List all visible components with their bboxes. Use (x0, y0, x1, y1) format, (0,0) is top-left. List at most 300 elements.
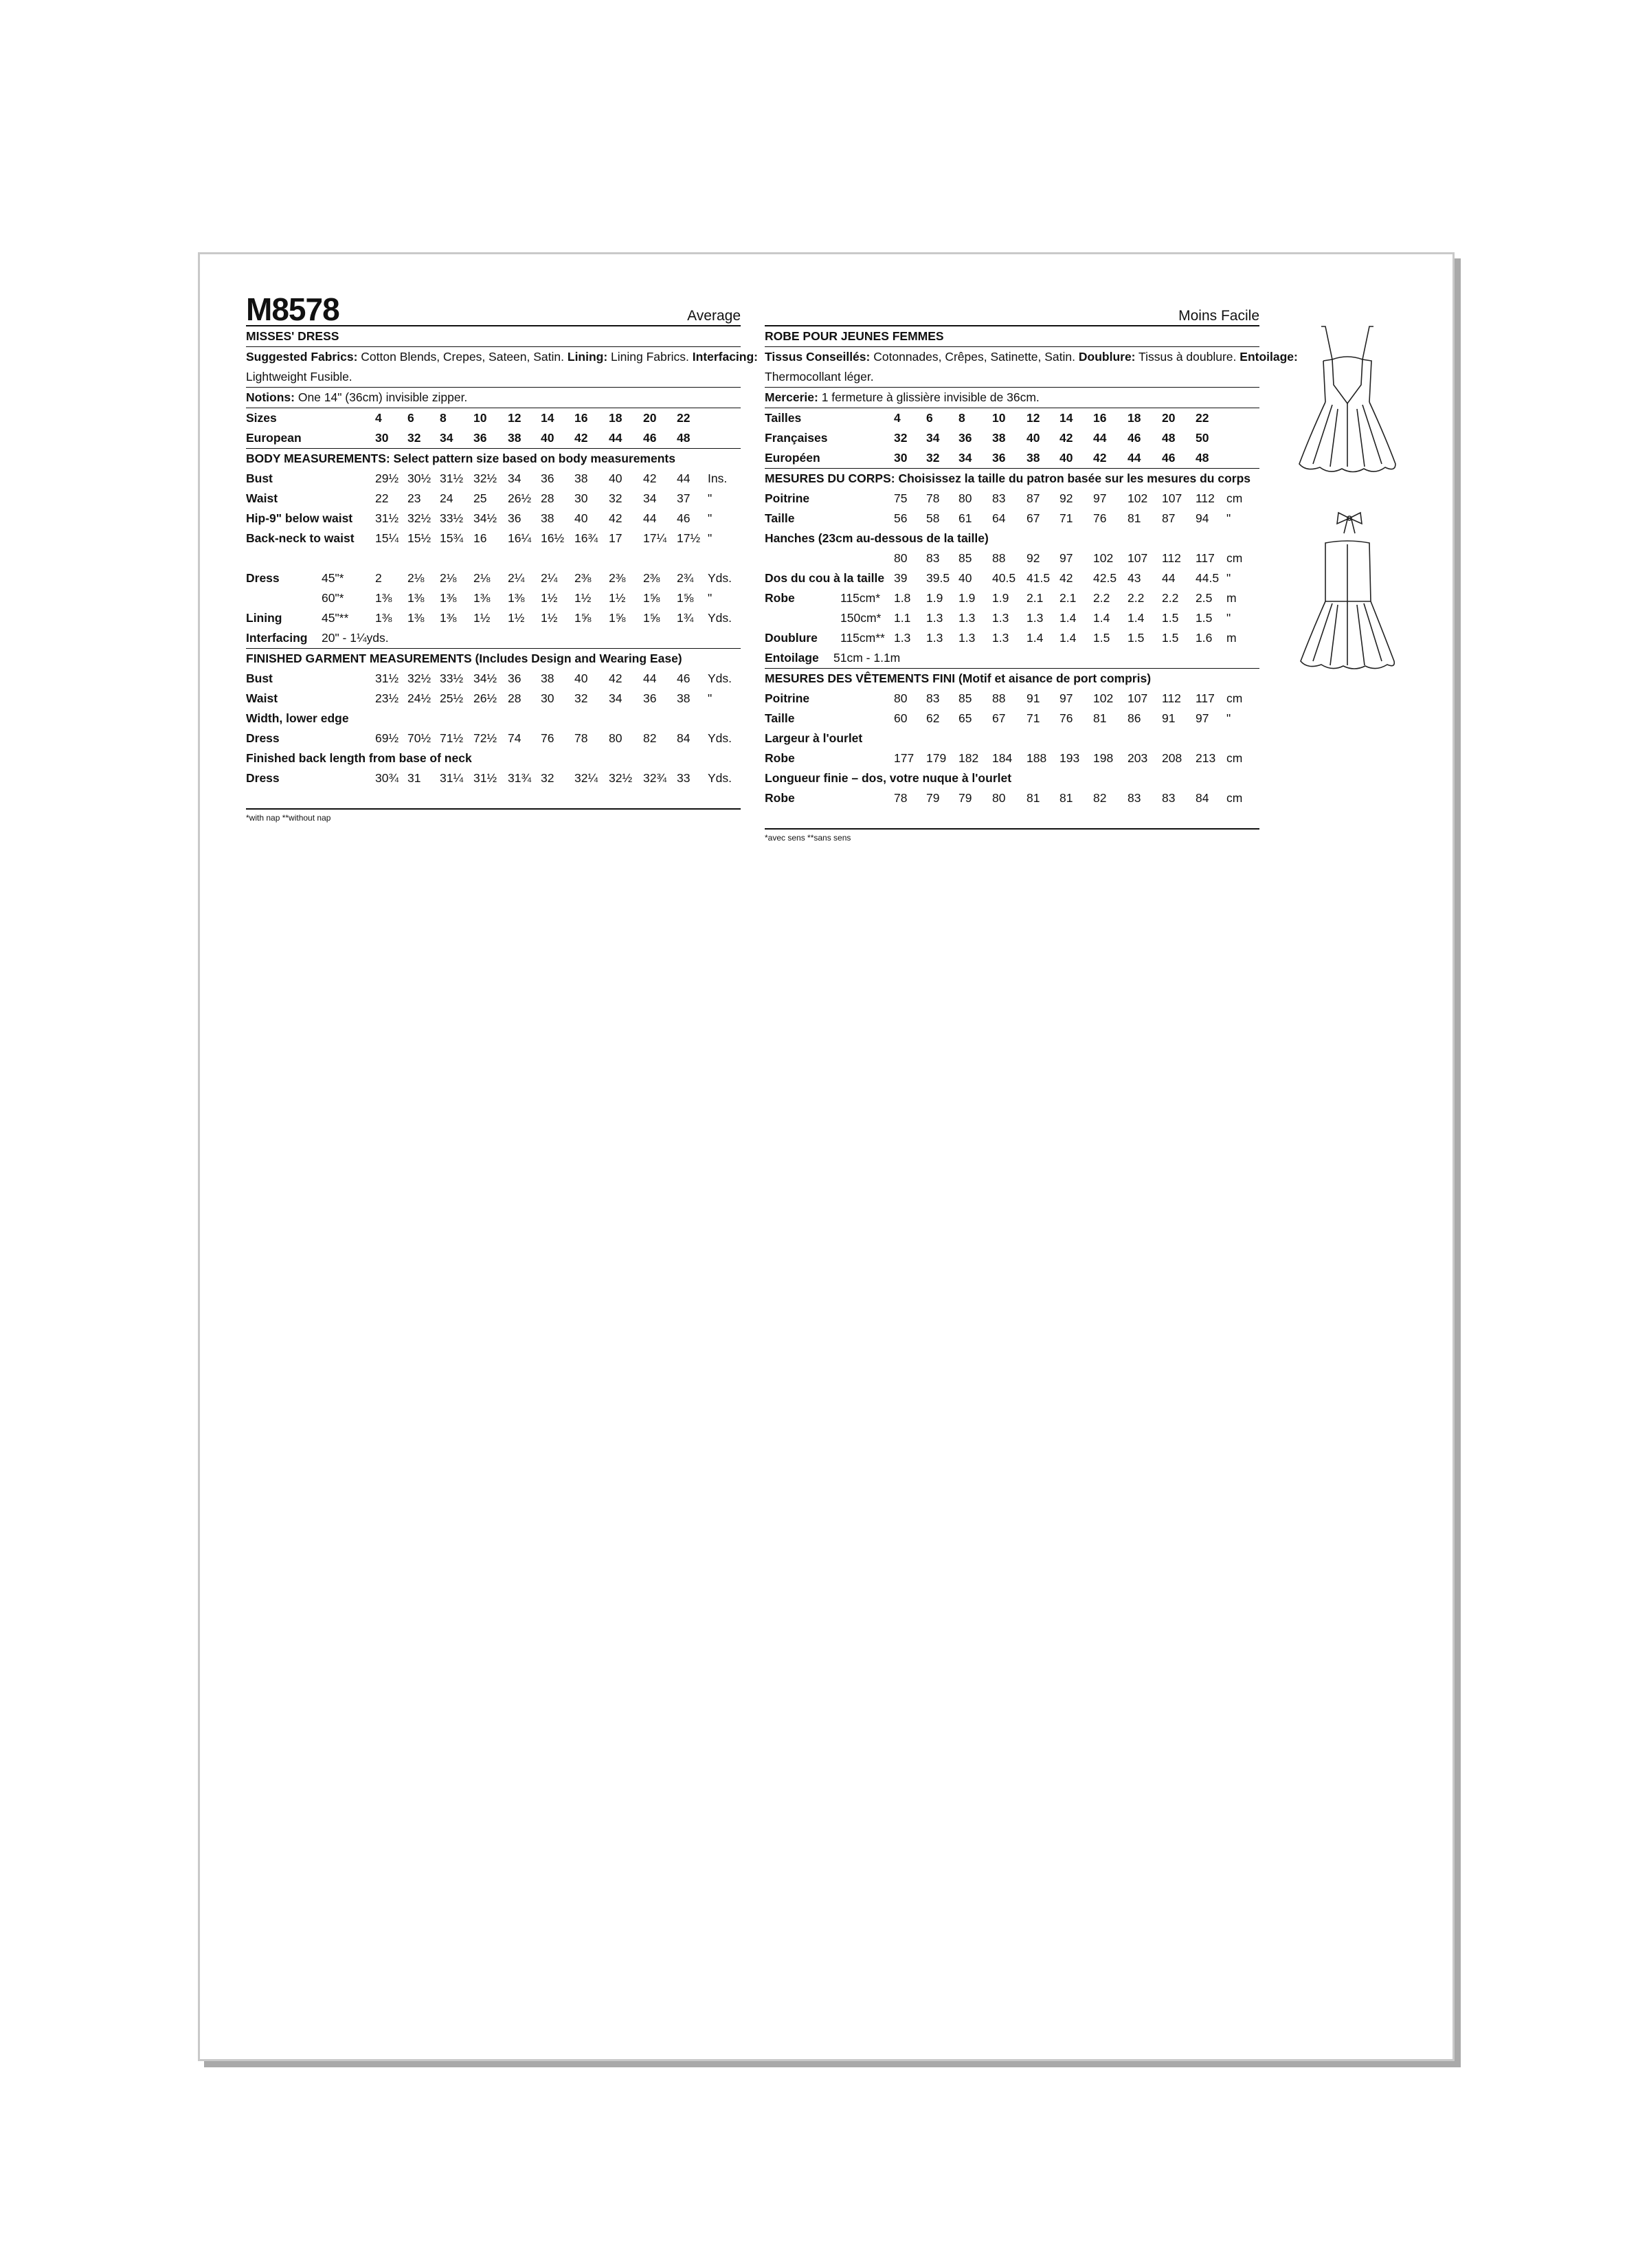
cell-value: 42 (609, 671, 622, 685)
cell-value: 26½ (473, 691, 497, 705)
fabrics-text-fr: Cotonnades, Crêpes, Satinette, Satin. (870, 350, 1079, 364)
cell-value: 1.3 (926, 631, 943, 645)
fabric-width: 45"* (322, 571, 344, 585)
body-measurements-heading-fr: MESURES DU CORPS: Choisissez la taille du patron basée sur les mesures du corps (765, 471, 1251, 485)
cell-value: 1.4 (1027, 631, 1044, 645)
cell-value: 91 (1162, 711, 1176, 725)
finished-measurements-table (246, 669, 741, 709)
cell-value: 30 (574, 491, 588, 505)
cell-value: 80 (992, 791, 1006, 805)
cell-value: 1.3 (1027, 611, 1044, 625)
cell-value: 6 (926, 411, 933, 425)
cell-value: 46 (677, 511, 691, 525)
unit-label: " (708, 511, 713, 525)
cell-value: 1.9 (958, 591, 976, 605)
unit-label: " (1226, 571, 1231, 585)
pattern-envelope-sheet (198, 252, 1455, 2061)
notions-label-fr: Mercerie: (765, 390, 818, 404)
cell-value: 188 (1027, 751, 1047, 765)
cell-value: 2¼ (508, 571, 525, 585)
cell-value: 2.2 (1093, 591, 1110, 605)
length-row-fr (765, 788, 1259, 808)
cell-value: 32½ (609, 771, 633, 785)
table-row (765, 588, 1259, 608)
cell-value: 58 (926, 511, 940, 525)
cell-value: 1.5 (1162, 631, 1179, 645)
cell-value: 18 (609, 411, 622, 425)
cell-value: 31¼ (440, 771, 464, 785)
cell-value: 85 (958, 691, 972, 705)
cell-value: 36 (992, 451, 1006, 465)
cell-value: 102 (1093, 691, 1114, 705)
cell-value: 97 (1196, 711, 1209, 725)
cell-value: 83 (1128, 791, 1141, 805)
table-row (246, 568, 741, 588)
cell-value: 40 (574, 511, 588, 525)
cell-value: 42 (1059, 571, 1073, 585)
cell-value: 34 (926, 431, 940, 445)
cell-value: 92 (1027, 551, 1040, 565)
cell-value: 2⅛ (440, 571, 457, 585)
row-label: Bust (246, 671, 273, 685)
cell-value: 1.3 (992, 631, 1009, 645)
cell-value: 2¾ (677, 571, 694, 585)
cell-value: 46 (643, 431, 657, 445)
cell-value: 38 (1027, 451, 1040, 465)
unit-label: " (708, 531, 713, 545)
cell-value: 30½ (407, 471, 431, 485)
cell-value: 97 (1093, 491, 1107, 505)
cell-value: 36 (508, 671, 521, 685)
fabrics-label-fr: Tissus Conseillés: (765, 350, 871, 364)
row-label: Dress (246, 731, 280, 745)
cell-value: 1.3 (894, 631, 911, 645)
interfacing-label: Interfacing: (692, 350, 759, 364)
cell-value: 44 (677, 471, 691, 485)
hip-row-fr (765, 548, 1259, 568)
cell-value: 36 (541, 471, 554, 485)
interfacing-row-label: Interfacing (246, 631, 308, 645)
cell-value: 97 (1059, 691, 1073, 705)
cell-value: 37 (677, 491, 691, 505)
cell-value: 31½ (375, 511, 399, 525)
cell-value: 30¾ (375, 771, 399, 785)
table-row (246, 608, 741, 628)
cell-value: 74 (508, 731, 521, 745)
finished-measurements-heading: FINISHED GARMENT MEASUREMENTS (Includes Design and Wearing Ease) (246, 652, 682, 665)
cell-value: 2.2 (1162, 591, 1179, 605)
cell-value: 34½ (473, 671, 497, 685)
cell-value: 198 (1093, 751, 1114, 765)
cell-value: 44 (609, 431, 622, 445)
cell-value: 38 (541, 671, 554, 685)
cell-value: 102 (1093, 551, 1114, 565)
table-row (246, 689, 741, 709)
title-row (246, 292, 741, 326)
cell-value: 30 (894, 451, 908, 465)
european-sizes-row (246, 428, 741, 449)
cell-value: 71 (1027, 711, 1040, 725)
finished-measurements-table-fr (765, 689, 1259, 729)
cell-value: 32½ (473, 471, 497, 485)
cell-value: 112 (1162, 551, 1181, 565)
cell-value: 102 (1128, 491, 1148, 505)
length-row (246, 768, 741, 788)
row-label: Taille (765, 511, 795, 525)
cell-value: 4 (894, 411, 901, 425)
cell-value: 80 (894, 551, 908, 565)
cell-value: 15¼ (375, 531, 399, 545)
cell-value: 40 (1059, 451, 1073, 465)
table-row (246, 529, 741, 548)
cell-value: 1.4 (1059, 611, 1077, 625)
cell-value: 203 (1128, 751, 1148, 765)
unit-label: " (708, 591, 713, 605)
cell-value: 1.3 (958, 611, 976, 625)
cell-value: 88 (992, 691, 1006, 705)
title-row-fr (765, 292, 1259, 326)
french-sizes-row (765, 428, 1259, 448)
cell-value: 193 (1059, 751, 1080, 765)
cell-value: 72½ (473, 731, 497, 745)
cell-value: 2.1 (1027, 591, 1044, 605)
cell-value: 32½ (407, 511, 431, 525)
fabric-width: 115cm* (840, 591, 881, 605)
cell-value: 34 (440, 431, 453, 445)
cell-value: 33 (677, 771, 691, 785)
unit-label: cm (1226, 551, 1243, 565)
length-heading: Finished back length from base of neck (246, 751, 472, 765)
width-row (246, 729, 741, 748)
lining-label-fr: Doublure: (1078, 350, 1136, 364)
cell-value: 92 (1059, 491, 1073, 505)
width-row-fr (765, 748, 1259, 768)
unit-label: cm (1226, 751, 1243, 765)
cell-value: 86 (1128, 711, 1141, 725)
cell-value: 107 (1162, 491, 1182, 505)
cell-value: 38 (574, 471, 588, 485)
cell-value: 65 (958, 711, 972, 725)
cell-value: 1.3 (926, 611, 943, 625)
cell-value: 25 (473, 491, 487, 505)
cell-value: 22 (677, 411, 691, 425)
cell-value: 79 (958, 791, 972, 805)
cell-value: 32 (574, 691, 588, 705)
cell-value: 2⅛ (473, 571, 491, 585)
cell-value: 78 (574, 731, 588, 745)
difficulty-level: Average (687, 308, 741, 324)
cell-value: 1.5 (1162, 611, 1179, 625)
table-row (765, 608, 1259, 628)
cell-value: 32¾ (643, 771, 667, 785)
row-label: Waist (246, 691, 278, 705)
table-row (246, 469, 741, 489)
cell-value: 40 (609, 471, 622, 485)
unit-label: Yds. (708, 731, 732, 745)
cell-value: 1.9 (926, 591, 943, 605)
cell-value: 12 (1027, 411, 1040, 425)
interfacing-row-label-fr: Entoilage (765, 651, 819, 665)
french-column (765, 292, 1298, 844)
width-heading-fr: Largeur à l'ourlet (765, 731, 863, 745)
cell-value: 34 (643, 491, 657, 505)
yardage-table-fr (765, 588, 1259, 648)
cell-value: 40.5 (992, 571, 1016, 585)
cell-value: 8 (440, 411, 447, 425)
unit-label: " (708, 691, 713, 705)
table-row (765, 509, 1259, 529)
cell-value: 208 (1162, 751, 1182, 765)
cell-value: 1.3 (992, 611, 1009, 625)
cell-value: 1⅝ (677, 591, 694, 605)
body-measurements-table (246, 469, 741, 548)
cell-value: 44 (1162, 571, 1176, 585)
cell-value: 83 (1162, 791, 1176, 805)
cell-value: 1⅜ (440, 591, 457, 605)
cell-value: 46 (677, 671, 691, 685)
cell-value: 2.2 (1128, 591, 1145, 605)
cell-value: 1⅜ (407, 611, 425, 625)
cell-value: 32 (926, 451, 940, 465)
cell-value: 107 (1128, 691, 1148, 705)
cell-value: 1.8 (894, 591, 911, 605)
cell-value: 22 (1196, 411, 1209, 425)
fabric-width: 45"** (322, 611, 349, 625)
cell-value: 31½ (473, 771, 497, 785)
cell-value: 78 (894, 791, 908, 805)
back-row-fr (765, 568, 1259, 588)
cell-value: 10 (992, 411, 1006, 425)
interfacing-row-text-fr: 51cm - 1.1m (833, 651, 901, 665)
row-label: Dress (246, 771, 280, 785)
cell-value: 182 (958, 751, 979, 765)
cell-value: 16¼ (508, 531, 532, 545)
cell-value: 24½ (407, 691, 431, 705)
row-label: Robe (765, 591, 795, 605)
cell-value: 36 (643, 691, 657, 705)
cell-value: 75 (894, 491, 908, 505)
section-heading: MISSES' DRESS (246, 326, 741, 347)
lining-label: Lining: (567, 350, 608, 364)
cell-value: 32 (407, 431, 421, 445)
notions-text: One 14" (36cm) invisible zipper. (294, 390, 468, 404)
table-row (246, 669, 741, 689)
cell-value: 17¼ (643, 531, 667, 545)
cell-value: 1½ (508, 611, 525, 625)
cell-value: 42 (609, 511, 622, 525)
row-label: Dos du cou à la taille (765, 571, 885, 585)
cell-value: 31 (407, 771, 421, 785)
unit-label: cm (1226, 791, 1243, 805)
table-row (246, 489, 741, 509)
body-measurements-heading: BODY MEASUREMENTS: Select pattern size based on body measurements (246, 452, 675, 465)
cell-value: 32 (894, 431, 908, 445)
cell-value: 1⅜ (375, 611, 392, 625)
cell-value: 85 (958, 551, 972, 565)
row-label: Dress (246, 571, 280, 585)
unit-label: " (708, 491, 713, 505)
cell-value: 42 (1059, 431, 1073, 445)
row-label: Poitrine (765, 691, 810, 705)
cell-value: 83 (992, 491, 1006, 505)
cell-value: 83 (926, 691, 940, 705)
cell-value: 1½ (473, 611, 491, 625)
interfacing-yardage-row (246, 628, 741, 649)
row-label: Poitrine (765, 491, 810, 505)
unit-label: Ins. (708, 471, 728, 485)
cell-value: 71 (1059, 511, 1073, 525)
cell-value: 71½ (440, 731, 464, 745)
european-sizes-row-fr (765, 448, 1259, 469)
cell-value: 112 (1196, 491, 1215, 505)
unit-label: " (1226, 611, 1231, 625)
unit-label: " (1226, 511, 1231, 525)
cell-value: 97 (1059, 551, 1073, 565)
cell-value: 10 (473, 411, 487, 425)
cell-value: 88 (992, 551, 1006, 565)
cell-value: 177 (894, 751, 915, 765)
cell-value: 40 (574, 671, 588, 685)
cell-value: 48 (677, 431, 691, 445)
dress-back-sketch (1292, 536, 1402, 674)
row-label: Sizes (246, 411, 277, 425)
cell-value: 179 (926, 751, 947, 765)
fabric-width: 150cm* (840, 611, 882, 625)
cell-value: 64 (992, 511, 1006, 525)
cell-value: 84 (677, 731, 691, 745)
cell-value: 1.5 (1128, 631, 1145, 645)
cell-value: 2 (375, 571, 382, 585)
cell-value: 40 (541, 431, 554, 445)
row-label: Taille (765, 711, 795, 725)
cell-value: 70½ (407, 731, 431, 745)
cell-value: 1⅝ (609, 611, 626, 625)
fabrics-line-fr (765, 347, 1298, 367)
cell-value: 39.5 (926, 571, 950, 585)
cell-value: 1⅝ (643, 611, 660, 625)
cell-value: 1½ (574, 591, 592, 605)
cell-value: 6 (407, 411, 414, 425)
unit-label: cm (1226, 691, 1243, 705)
unit-label: Yds. (708, 771, 732, 785)
row-label: Robe (765, 791, 795, 805)
row-label: Européen (765, 451, 820, 465)
cell-value: 184 (992, 751, 1013, 765)
cell-value: 38 (677, 691, 691, 705)
footnote-fr: *avec sens **sans sens (765, 833, 851, 843)
cell-value: 1⅝ (643, 591, 660, 605)
cell-value: 107 (1128, 551, 1148, 565)
cell-value: 1½ (541, 611, 558, 625)
cell-value: 42 (1093, 451, 1107, 465)
cell-value: 213 (1196, 751, 1216, 765)
cell-value: 48 (1162, 431, 1176, 445)
cell-value: 26½ (508, 491, 532, 505)
cell-value: 2.5 (1196, 591, 1213, 605)
cell-value: 20 (643, 411, 657, 425)
row-label: Lining (246, 611, 282, 625)
cell-value: 16¾ (574, 531, 598, 545)
fabric-width: 115cm** (840, 631, 885, 645)
cell-value: 40 (958, 571, 972, 585)
dress-front-sketch (1292, 320, 1402, 478)
cell-value: 34 (609, 691, 622, 705)
cell-value: 1.6 (1196, 631, 1213, 645)
cell-value: 2⅜ (643, 571, 660, 585)
cell-value: 29½ (375, 471, 399, 485)
cell-value: 2.1 (1059, 591, 1077, 605)
cell-value: 2⅛ (407, 571, 425, 585)
cell-value: 2⅜ (609, 571, 626, 585)
table-row (765, 489, 1259, 509)
row-label: Hip-9" below waist (246, 511, 353, 525)
cell-value: 81 (1027, 791, 1040, 805)
footnote: *with nap **without nap (246, 813, 331, 823)
cell-value: 60 (894, 711, 908, 725)
cell-value: 1½ (609, 591, 626, 605)
cell-value: 30 (541, 691, 554, 705)
fabrics-label: Suggested Fabrics: (246, 350, 358, 364)
cell-value: 117 (1196, 551, 1215, 565)
unit-label: Yds. (708, 571, 732, 585)
cell-value: 12 (508, 411, 521, 425)
cell-value: 38 (508, 431, 521, 445)
cell-value: 38 (992, 431, 1006, 445)
row-label: Françaises (765, 431, 828, 445)
cell-value: 32 (609, 491, 622, 505)
cell-value: 67 (992, 711, 1006, 725)
cell-value: 23½ (375, 691, 399, 705)
cell-value: 31½ (375, 671, 399, 685)
cell-value: 33½ (440, 671, 464, 685)
cell-value: 16 (1093, 411, 1107, 425)
notions-line-fr (765, 388, 1259, 408)
cell-value: 42 (574, 431, 588, 445)
cell-value: 87 (1027, 491, 1040, 505)
cell-value: 44 (1128, 451, 1141, 465)
cell-value: 15¾ (440, 531, 464, 545)
cell-value: 34½ (473, 511, 497, 525)
unit-label: m (1226, 591, 1237, 605)
table-row (765, 628, 1259, 648)
cell-value: 39 (894, 571, 908, 585)
cell-value: 2¼ (541, 571, 558, 585)
cell-value: 34 (508, 471, 521, 485)
cell-value: 76 (1093, 511, 1107, 525)
lining-text-fr: Tissus à doublure. (1135, 350, 1240, 364)
table-row (246, 509, 741, 529)
cell-value: 14 (1059, 411, 1073, 425)
interfacing-text-fr: Thermocollant léger. (765, 367, 1259, 388)
cell-value: 44 (1093, 431, 1107, 445)
row-label: Back-neck to waist (246, 531, 355, 545)
length-heading-fr: Longueur finie – dos, votre nuque à l'ourlet (765, 771, 1012, 785)
cell-value: 76 (1059, 711, 1073, 725)
english-column (246, 291, 759, 824)
cell-value: 43 (1128, 571, 1141, 585)
row-label: Tailles (765, 411, 802, 425)
cell-value: 25½ (440, 691, 464, 705)
cell-value: 22 (375, 491, 389, 505)
cell-value: 1.3 (958, 631, 976, 645)
cell-value: 1.5 (1196, 611, 1213, 625)
pattern-number: M8578 (246, 291, 339, 327)
fabric-width: 60"* (322, 591, 344, 605)
cell-value: 1.4 (1128, 611, 1145, 625)
cell-value: 17½ (677, 531, 701, 545)
row-label: Waist (246, 491, 278, 505)
cell-value: 48 (1196, 451, 1209, 465)
